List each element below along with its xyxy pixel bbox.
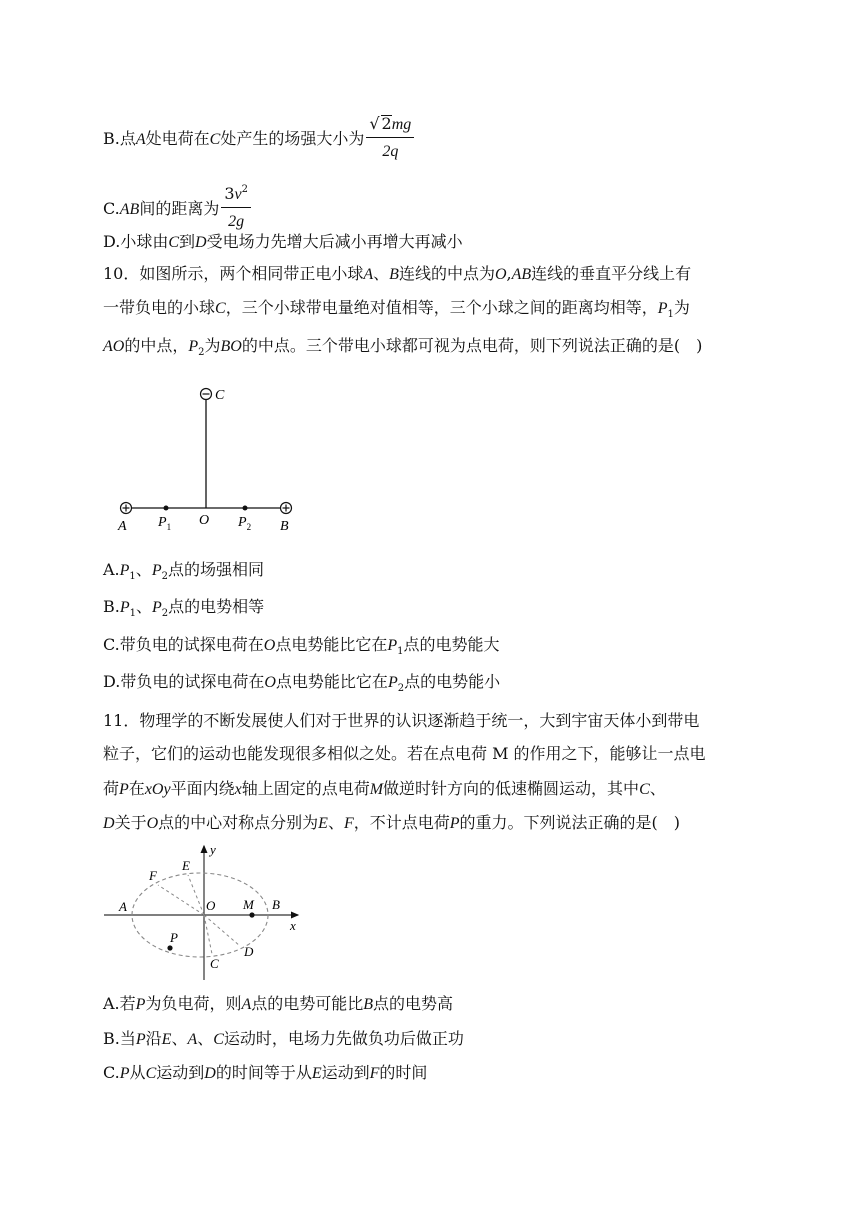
- var-x: x: [234, 781, 242, 798]
- label-x: x: [290, 918, 296, 933]
- var-E: E: [318, 815, 328, 832]
- subscript: 2: [161, 571, 168, 582]
- q11-stem-line2: [103, 744, 706, 764]
- label-y: y: [210, 842, 216, 857]
- q10-option-c: [103, 635, 500, 662]
- text: 为负电荷，则: [145, 994, 242, 1013]
- text: 间的距离为: [139, 199, 220, 218]
- var-C: C: [145, 1065, 157, 1082]
- var-O: O: [263, 637, 276, 654]
- label-b: B: [280, 519, 289, 534]
- text: 的重力。下列说法正确的是( ): [459, 813, 681, 832]
- var-O: O: [146, 815, 159, 832]
- q9-option-c: [103, 180, 251, 232]
- text: 沿: [145, 1029, 162, 1048]
- text: B.点: [103, 129, 136, 148]
- text: 轴上固定的点电荷: [241, 779, 370, 798]
- text: 从: [129, 1063, 146, 1082]
- q11-stem-line1: [103, 711, 699, 731]
- label-c: C: [210, 956, 219, 971]
- text: 点的中心对称点分别为: [158, 813, 319, 832]
- var-A: A: [135, 131, 146, 148]
- q10-option-d: [103, 672, 500, 699]
- label-c: C: [215, 388, 225, 403]
- point-p1-dot: [164, 506, 169, 511]
- exponent: 2: [241, 184, 248, 195]
- var-A: A: [241, 996, 252, 1013]
- text: 点的电势能大: [403, 635, 500, 654]
- sqrt-sign-icon: √: [369, 114, 380, 133]
- text: 荷: [103, 779, 120, 798]
- text: C.: [103, 1063, 120, 1082]
- q11-option-b: [103, 1029, 464, 1050]
- subscript: 1: [397, 646, 404, 657]
- text: ，三个小球带电量绝对值相等，三个小球之间的距离均相等，: [225, 298, 658, 317]
- var-P: P: [119, 1065, 130, 1082]
- q10-stem-line3: [103, 336, 702, 363]
- numerator-var: v: [234, 186, 242, 203]
- text: 点的场强相同: [167, 560, 264, 579]
- text: 的中点。三个带电小球都可视为点电荷，则下列说法正确的是( ): [241, 336, 703, 355]
- label-a: A: [118, 519, 127, 534]
- text: ,: [506, 264, 512, 283]
- text: 做逆时针方向的低速椭圆运动，其中: [383, 779, 640, 798]
- var-M: M: [369, 781, 384, 798]
- var-E: E: [161, 1031, 172, 1048]
- var-xOy: xOy: [144, 781, 171, 798]
- text: D.带负电的试探电荷在: [103, 672, 265, 691]
- q10-option-b: [103, 597, 264, 624]
- text: 为: [673, 298, 690, 317]
- text: 11．物理学的不断发展使人们对于世界的认识逐渐趋于统一，大到宇宙天体小到带电: [103, 711, 700, 730]
- text: 、: [197, 1029, 214, 1048]
- text: 点电势能比它在: [275, 672, 388, 691]
- fraction: [221, 180, 251, 232]
- point-p2-dot: [243, 506, 248, 511]
- var-B: B: [363, 996, 374, 1013]
- q11-option-a: [103, 994, 453, 1015]
- var-A: A: [187, 1031, 198, 1048]
- text: 点的电势高: [373, 994, 454, 1013]
- var-AB: AB: [119, 201, 140, 218]
- label-p: P: [170, 930, 178, 945]
- var-D: D: [195, 234, 207, 251]
- text: B.当: [103, 1029, 136, 1048]
- var-P: P: [119, 562, 130, 579]
- var-P: P: [387, 637, 398, 654]
- var-P: P: [657, 300, 668, 317]
- q10-stem-line2: [103, 298, 690, 325]
- label-b: B: [272, 897, 280, 912]
- text: 、: [171, 1029, 188, 1048]
- denominator: 2q: [382, 143, 399, 160]
- q9-option-b: [103, 114, 414, 162]
- var-D: D: [204, 1065, 216, 1082]
- radius-f: [158, 885, 204, 915]
- var-P: P: [135, 1031, 146, 1048]
- subscript: 2: [198, 347, 205, 358]
- var-E: E: [311, 1065, 322, 1082]
- var-O: O: [494, 266, 507, 283]
- label-d: D: [244, 944, 254, 959]
- var-C: C: [168, 234, 180, 251]
- var-BO: BO: [220, 338, 242, 355]
- q11-stem-line4: [103, 813, 680, 834]
- text: 点电势能比它在: [275, 635, 388, 654]
- text: 10．如图所示，两个相同带正电小球: [103, 264, 364, 283]
- charge-a-positive-icon: [121, 503, 132, 514]
- text: 一带负电的小球: [103, 298, 216, 317]
- point-m-dot: [249, 912, 254, 917]
- subscript: 2: [397, 683, 405, 694]
- var-C: C: [215, 300, 226, 317]
- text: 平面内绕: [170, 779, 235, 798]
- subscript: 2: [161, 608, 169, 619]
- numerator-coef: 3: [224, 184, 235, 203]
- label-p2: $P_2$: [238, 515, 252, 532]
- label-m: M: [243, 897, 254, 912]
- var-P: P: [119, 781, 129, 798]
- text: 运动到: [321, 1063, 370, 1082]
- denominator: 2g: [228, 213, 245, 230]
- text: 的时间等于从: [215, 1063, 312, 1082]
- var-P: P: [152, 599, 162, 616]
- text: 点的电势可能比: [251, 994, 364, 1013]
- var-P: P: [135, 996, 146, 1013]
- text: 、: [373, 264, 390, 283]
- var-B: B: [389, 266, 399, 283]
- text: 、: [136, 597, 153, 616]
- var-P: P: [387, 674, 398, 691]
- label-o: O: [199, 513, 210, 528]
- text: C.带负电的试探电荷在: [103, 635, 264, 654]
- text: 连线的垂直平分线上有: [531, 264, 692, 283]
- charge-b-positive-icon: [281, 503, 292, 514]
- text: 在: [128, 779, 145, 798]
- label-p1: $P_1$: [158, 515, 172, 532]
- label-f: F: [149, 868, 157, 883]
- var-P: P: [188, 338, 199, 355]
- var-F: F: [369, 1065, 380, 1082]
- q11-option-c: [103, 1063, 427, 1084]
- subscript: 1: [129, 571, 136, 582]
- q11-stem-line3: [103, 779, 666, 800]
- q10-option-a: [103, 560, 264, 587]
- text: 、: [327, 813, 344, 832]
- text: A.: [103, 560, 120, 579]
- var-C: C: [209, 131, 221, 148]
- radicand: 2: [381, 114, 392, 133]
- charge-c-negative-icon: [201, 389, 212, 400]
- text: 连线的中点为: [398, 264, 495, 283]
- q9-option-d: [103, 232, 463, 253]
- var-C: C: [213, 1031, 224, 1048]
- var-AB: AB: [511, 266, 532, 283]
- text: 为: [204, 336, 221, 355]
- text: 运动时，电场力先做负功后做正功: [223, 1029, 464, 1048]
- text: 到: [179, 232, 196, 251]
- fraction: [366, 114, 414, 162]
- label-a: A: [119, 899, 127, 914]
- subscript: 1: [129, 608, 136, 619]
- text: 、: [649, 779, 666, 798]
- subscript: 1: [667, 309, 674, 320]
- text: 的中点，: [124, 336, 189, 355]
- var-D: D: [103, 815, 115, 832]
- text: A.若: [103, 994, 136, 1013]
- var-C: C: [639, 781, 650, 798]
- text: 处产生的场强大小为: [220, 129, 365, 148]
- text: D.小球由: [103, 232, 169, 251]
- text: 的时间: [379, 1063, 428, 1082]
- text: 受电场力先增大后减小再增大再减小: [206, 232, 463, 251]
- point-p-dot: [167, 945, 172, 950]
- text: ，不计点电荷: [353, 813, 450, 832]
- text: 运动到: [156, 1063, 205, 1082]
- text: 粒子，它们的运动也能发现很多相似之处。若在点电荷 M 的作用之下，能够让一点电: [103, 744, 706, 763]
- var-F: F: [343, 815, 354, 832]
- q10-stem-line1: [103, 264, 691, 285]
- text: 处电荷在: [145, 129, 210, 148]
- var-P: P: [151, 562, 162, 579]
- var-A: A: [363, 266, 374, 283]
- label-o: O: [206, 898, 216, 913]
- text: B.: [103, 597, 120, 616]
- numerator: mg: [391, 116, 412, 133]
- var-AO: AO: [103, 338, 125, 355]
- var-P: P: [449, 815, 460, 832]
- text: 点的电势能小: [404, 672, 501, 691]
- q11-figure: [100, 838, 310, 986]
- q10-figure: [110, 380, 310, 540]
- text: 点的电势相等: [168, 597, 265, 616]
- text: 关于: [114, 813, 147, 832]
- radius-e: [188, 875, 204, 915]
- var-P: P: [119, 599, 130, 616]
- text: 、: [135, 560, 152, 579]
- var-O: O: [264, 674, 276, 691]
- text: C.: [103, 199, 120, 218]
- label-e: E: [182, 858, 190, 873]
